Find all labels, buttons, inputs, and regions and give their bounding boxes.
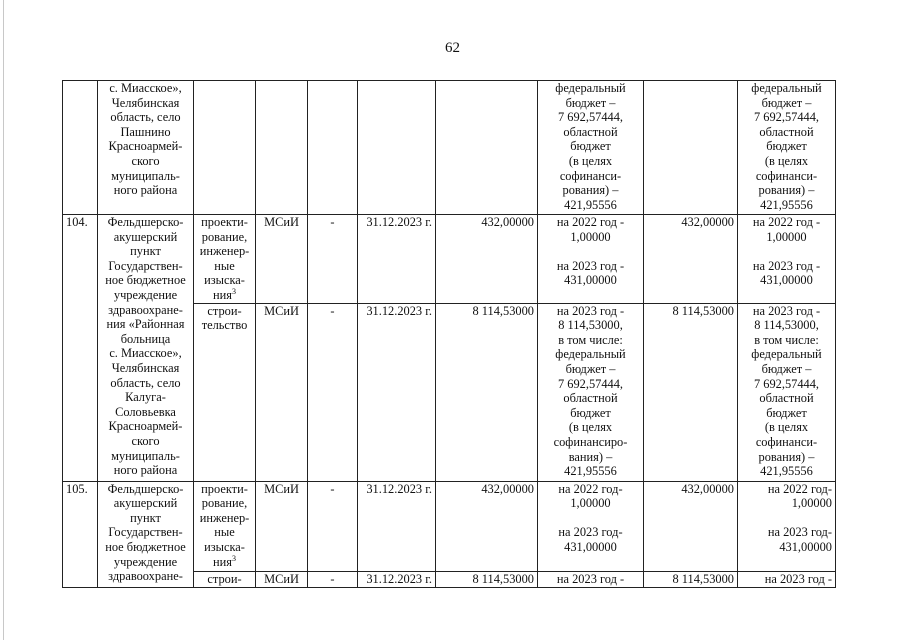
cell-object: с. Миасское», Челябинская область, село Пашнино Красноармей- ского муниципаль- ного района xyxy=(98,81,194,215)
cell-date: 31.12.2023 г. xyxy=(358,571,436,587)
cell-work: строи- тельство xyxy=(194,303,256,481)
cell-finance-a: на 2023 год - 8 114,53000, в том числе: федеральный бюджет – 7 692,57444, областной бюджет (в целях софинансиро- вания) – 421,95556 xyxy=(538,303,644,481)
cell-org: МСиИ xyxy=(256,571,308,587)
cell-org: МСиИ xyxy=(256,303,308,481)
table-row-continued xyxy=(63,81,836,215)
page-left-edge xyxy=(3,0,4,640)
cell-amount-a: 432,00000 xyxy=(436,481,538,571)
cell-object: Фельдшерско- акушерский пункт Государствен- ное бюджетное учреждение здравоохране- xyxy=(98,481,194,587)
cell-work xyxy=(194,481,256,571)
cell-dash: - xyxy=(308,215,358,304)
cell-amount-b xyxy=(644,81,738,215)
cell-date: 31.12.2023 г. xyxy=(358,481,436,571)
cell-amount-b: 8 114,53000 xyxy=(644,571,738,587)
cell-dash xyxy=(308,81,358,215)
cell-amount-b: 432,00000 xyxy=(644,215,738,304)
cell-dash: - xyxy=(308,303,358,481)
cell-date: 31.12.2023 г. xyxy=(358,303,436,481)
table-row xyxy=(63,481,836,571)
cell-finance-a: на 2022 год - 1,00000 на 2023 год - 431,00000 xyxy=(538,215,644,304)
cell-finance-b: на 2022 год - 1,00000 на 2023 год - 431,00000 xyxy=(738,215,836,304)
cell-org: МСиИ xyxy=(256,215,308,304)
cell-num xyxy=(63,81,98,215)
cell-finance-a: на 2023 год - xyxy=(538,571,644,587)
cell-num: 104. xyxy=(63,215,98,482)
cell-finance-a: федеральный бюджет – 7 692,57444, областной бюджет (в целях софинанси- рования) – 421,95556 xyxy=(538,81,644,215)
cell-amount-b: 432,00000 xyxy=(644,481,738,571)
cell-dash: - xyxy=(308,571,358,587)
cell-dash: - xyxy=(308,481,358,571)
cell-amount-a: 8 114,53000 xyxy=(436,571,538,587)
cell-work xyxy=(194,215,256,304)
cell-object: Фельдшерско- акушерский пункт Государствен- ное бюджетное учреждение здравоохране- ния «Районная больница с. Миасское», Челябинская область, село Калуга- Соловьевка Красноармей- ского муниципаль- ного района xyxy=(98,215,194,482)
cell-org: МСиИ xyxy=(256,481,308,571)
footnote-mark: 3 xyxy=(231,553,236,563)
objects-table xyxy=(62,80,836,588)
cell-org xyxy=(256,81,308,215)
footnote-mark: 3 xyxy=(231,286,236,296)
cell-amount-a: 8 114,53000 xyxy=(436,303,538,481)
cell-amount-a: 432,00000 xyxy=(436,215,538,304)
table-row xyxy=(63,215,836,304)
cell-finance-b: на 2023 год - xyxy=(738,571,836,587)
cell-work xyxy=(194,81,256,215)
cell-amount-b: 8 114,53000 xyxy=(644,303,738,481)
cell-finance-b: на 2023 год - 8 114,53000, в том числе: федеральный бюджет – 7 692,57444, областной бюджет (в целях софинанси- рования) – 421,95556 xyxy=(738,303,836,481)
work-text: проекти- рование, инженер- ные изыска- ния xyxy=(199,215,250,302)
cell-finance-b: на 2022 год- 1,00000 на 2023 год- 431,00000 xyxy=(738,481,836,571)
work-text: проекти- рование, инженер- ные изыска- ния xyxy=(199,481,250,569)
cell-date xyxy=(358,81,436,215)
cell-work: строи- xyxy=(194,571,256,587)
cell-finance-a: на 2022 год- 1,00000 на 2023 год- 431,00000 xyxy=(538,481,644,571)
cell-date: 31.12.2023 г. xyxy=(358,215,436,304)
cell-amount-a xyxy=(436,81,538,215)
page-number: 62 xyxy=(445,40,460,56)
cell-num: 105. xyxy=(63,481,98,587)
cell-finance-b: федеральный бюджет – 7 692,57444, областной бюджет (в целях софинанси- рования) – 421,95556 xyxy=(738,81,836,215)
